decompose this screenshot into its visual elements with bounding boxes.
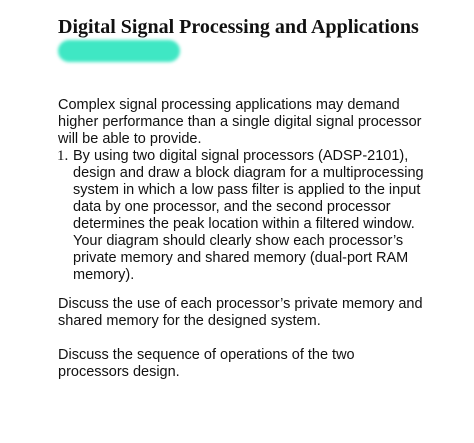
question-text: By using two digital signal processors (ADSP-2101), design and draw a block diagram for a multiprocessing system in which a low pass filter is applied to the input data by one processor, and the second processor determines the peak location within a filtered window. Your diagram should clearly show each processor’s private memory and shared memory (dual-port RAM memory). [73,148,424,283]
discussion-paragraph-sequence: Discuss the sequence of operations of the two processors design. [58,347,355,380]
list-marker: 1. [57,148,69,164]
document-title: Digital Signal Processing and Applications [58,16,419,38]
redaction-highlight [58,40,180,62]
list-item [58,148,428,284]
discussion-paragraph-memory: Discuss the use of each processor’s private memory and shared memory for the designed system. [58,296,423,329]
question-list [58,148,428,284]
intro-paragraph: Complex signal processing applications may demand higher performance than a single digital signal processor will be able to provide. [58,97,422,147]
